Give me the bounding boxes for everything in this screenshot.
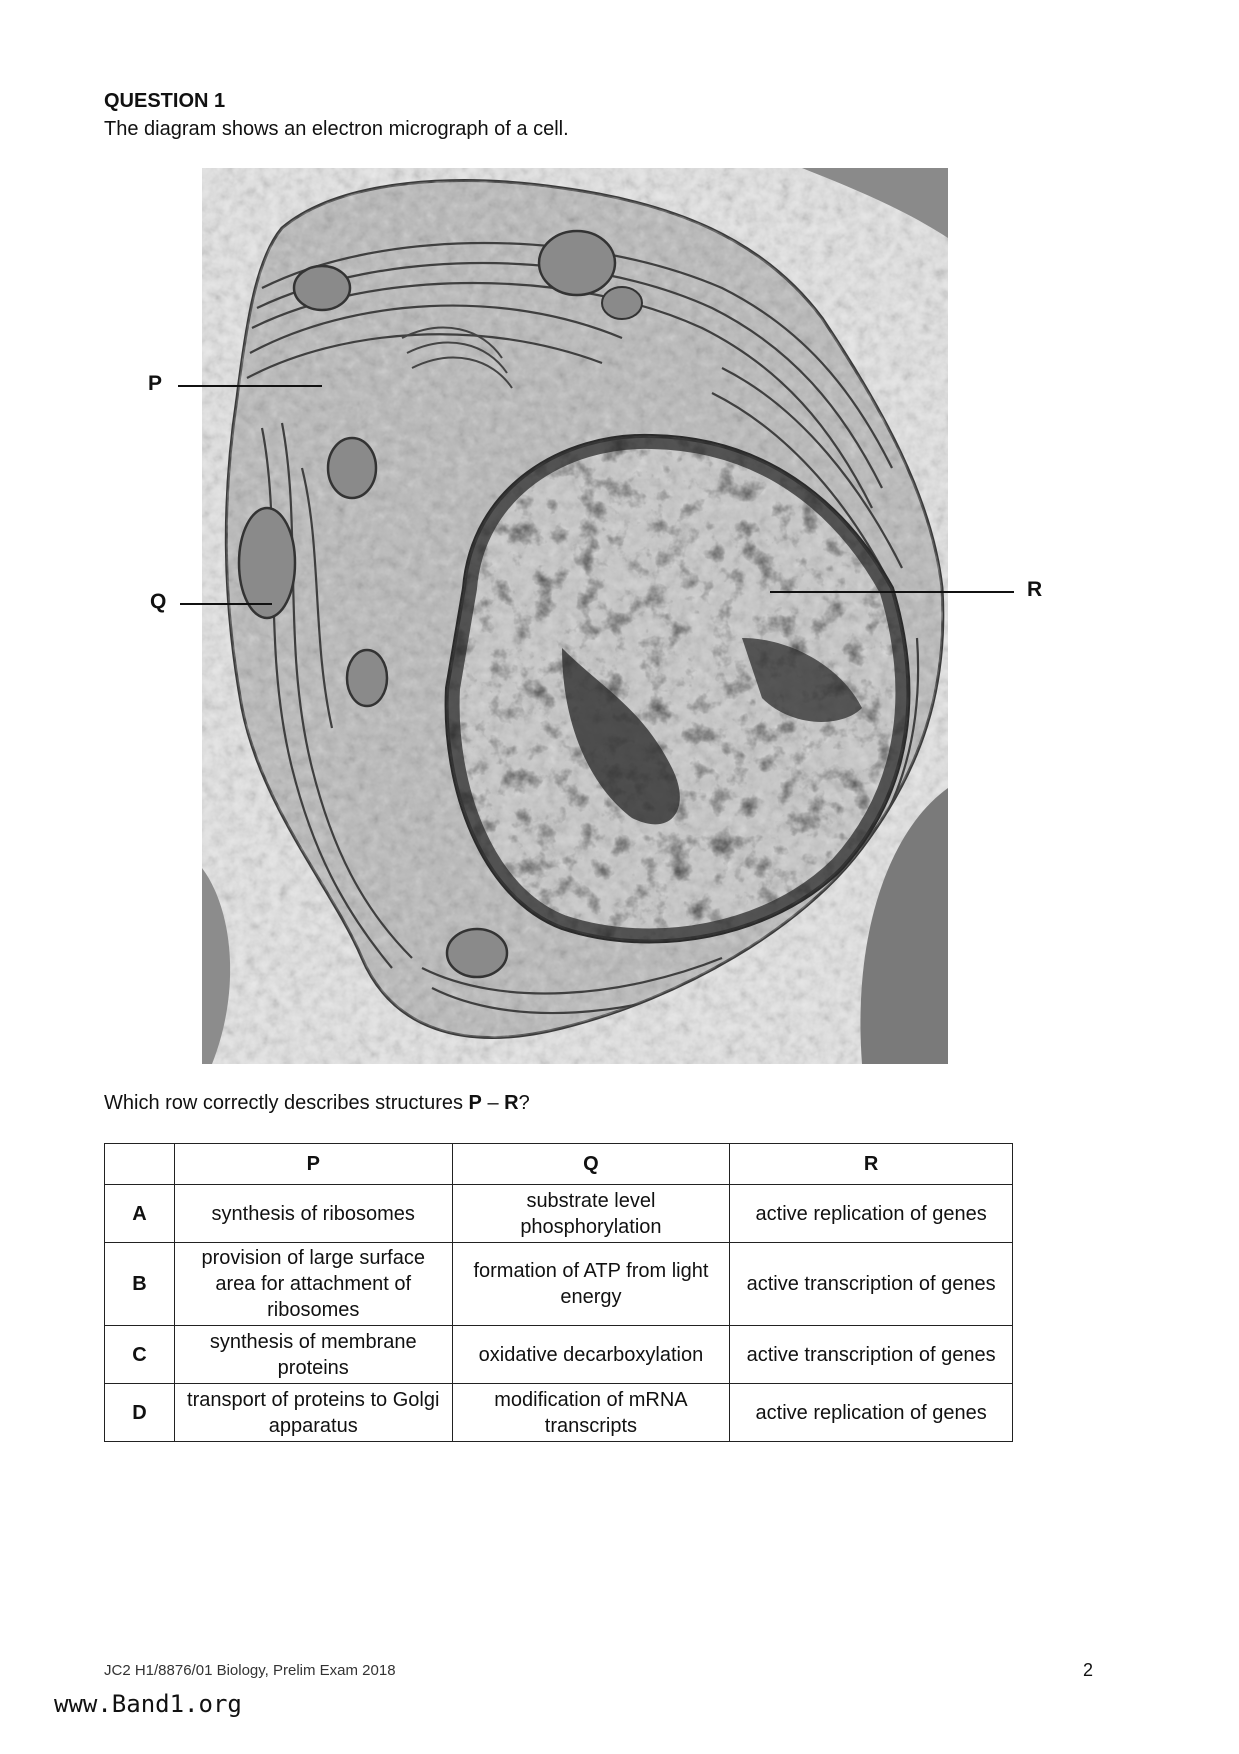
table-row xyxy=(105,1185,1013,1243)
header-r: R xyxy=(730,1144,1013,1185)
cell-q: oxidative decarboxylation xyxy=(452,1326,730,1384)
cell-q: formation of ATP from light energy xyxy=(452,1243,730,1326)
answer-table xyxy=(104,1143,1013,1442)
cell-p: provision of large surface area for attachment of ribosomes xyxy=(174,1243,452,1326)
header-blank xyxy=(105,1144,175,1185)
question-title: QUESTION 1 xyxy=(104,90,226,112)
label-q-leader xyxy=(180,603,272,605)
table-row xyxy=(105,1243,1013,1326)
label-p: P xyxy=(148,372,163,395)
page-number: 2 xyxy=(1083,1660,1094,1680)
header-p: P xyxy=(174,1144,452,1185)
prompt-bold-p: P xyxy=(468,1092,482,1114)
row-letter: D xyxy=(105,1384,175,1442)
cell-q: substrate level phosphorylation xyxy=(452,1185,730,1243)
cell-r: active replication of genes xyxy=(730,1185,1013,1243)
cell-r: active replication of genes xyxy=(730,1384,1013,1442)
cell-p: transport of proteins to Golgi apparatus xyxy=(174,1384,452,1442)
cell-p: synthesis of membrane proteins xyxy=(174,1326,452,1384)
table-row xyxy=(105,1384,1013,1442)
label-p-leader xyxy=(178,385,322,387)
prompt-bold-r: R xyxy=(504,1092,519,1114)
label-r-leader xyxy=(770,591,1014,593)
footer-exam-info: JC2 H1/8876/01 Biology, Prelim Exam 2018 xyxy=(104,1662,396,1679)
prompt-mid: – xyxy=(481,1092,505,1114)
question-prompt xyxy=(104,1092,530,1115)
table-header-row xyxy=(105,1144,1013,1185)
label-q: Q xyxy=(150,590,167,613)
cell-r: active transcription of genes xyxy=(730,1326,1013,1384)
row-letter: B xyxy=(105,1243,175,1326)
cell-q: modification of mRNA transcripts xyxy=(452,1384,730,1442)
cell-p: synthesis of ribosomes xyxy=(174,1185,452,1243)
row-letter: C xyxy=(105,1326,175,1384)
watermark-url: www.Band1.org xyxy=(54,1690,242,1718)
table-row xyxy=(105,1326,1013,1384)
prompt-prefix: Which row correctly describes structures xyxy=(104,1092,469,1114)
question-intro: The diagram shows an electron micrograph of a cell. xyxy=(104,118,569,140)
prompt-suffix: ? xyxy=(518,1092,530,1114)
row-letter: A xyxy=(105,1185,175,1243)
electron-micrograph xyxy=(202,168,948,1064)
label-r: R xyxy=(1027,578,1043,601)
header-q: Q xyxy=(452,1144,730,1185)
cell-r: active transcription of genes xyxy=(730,1243,1013,1326)
